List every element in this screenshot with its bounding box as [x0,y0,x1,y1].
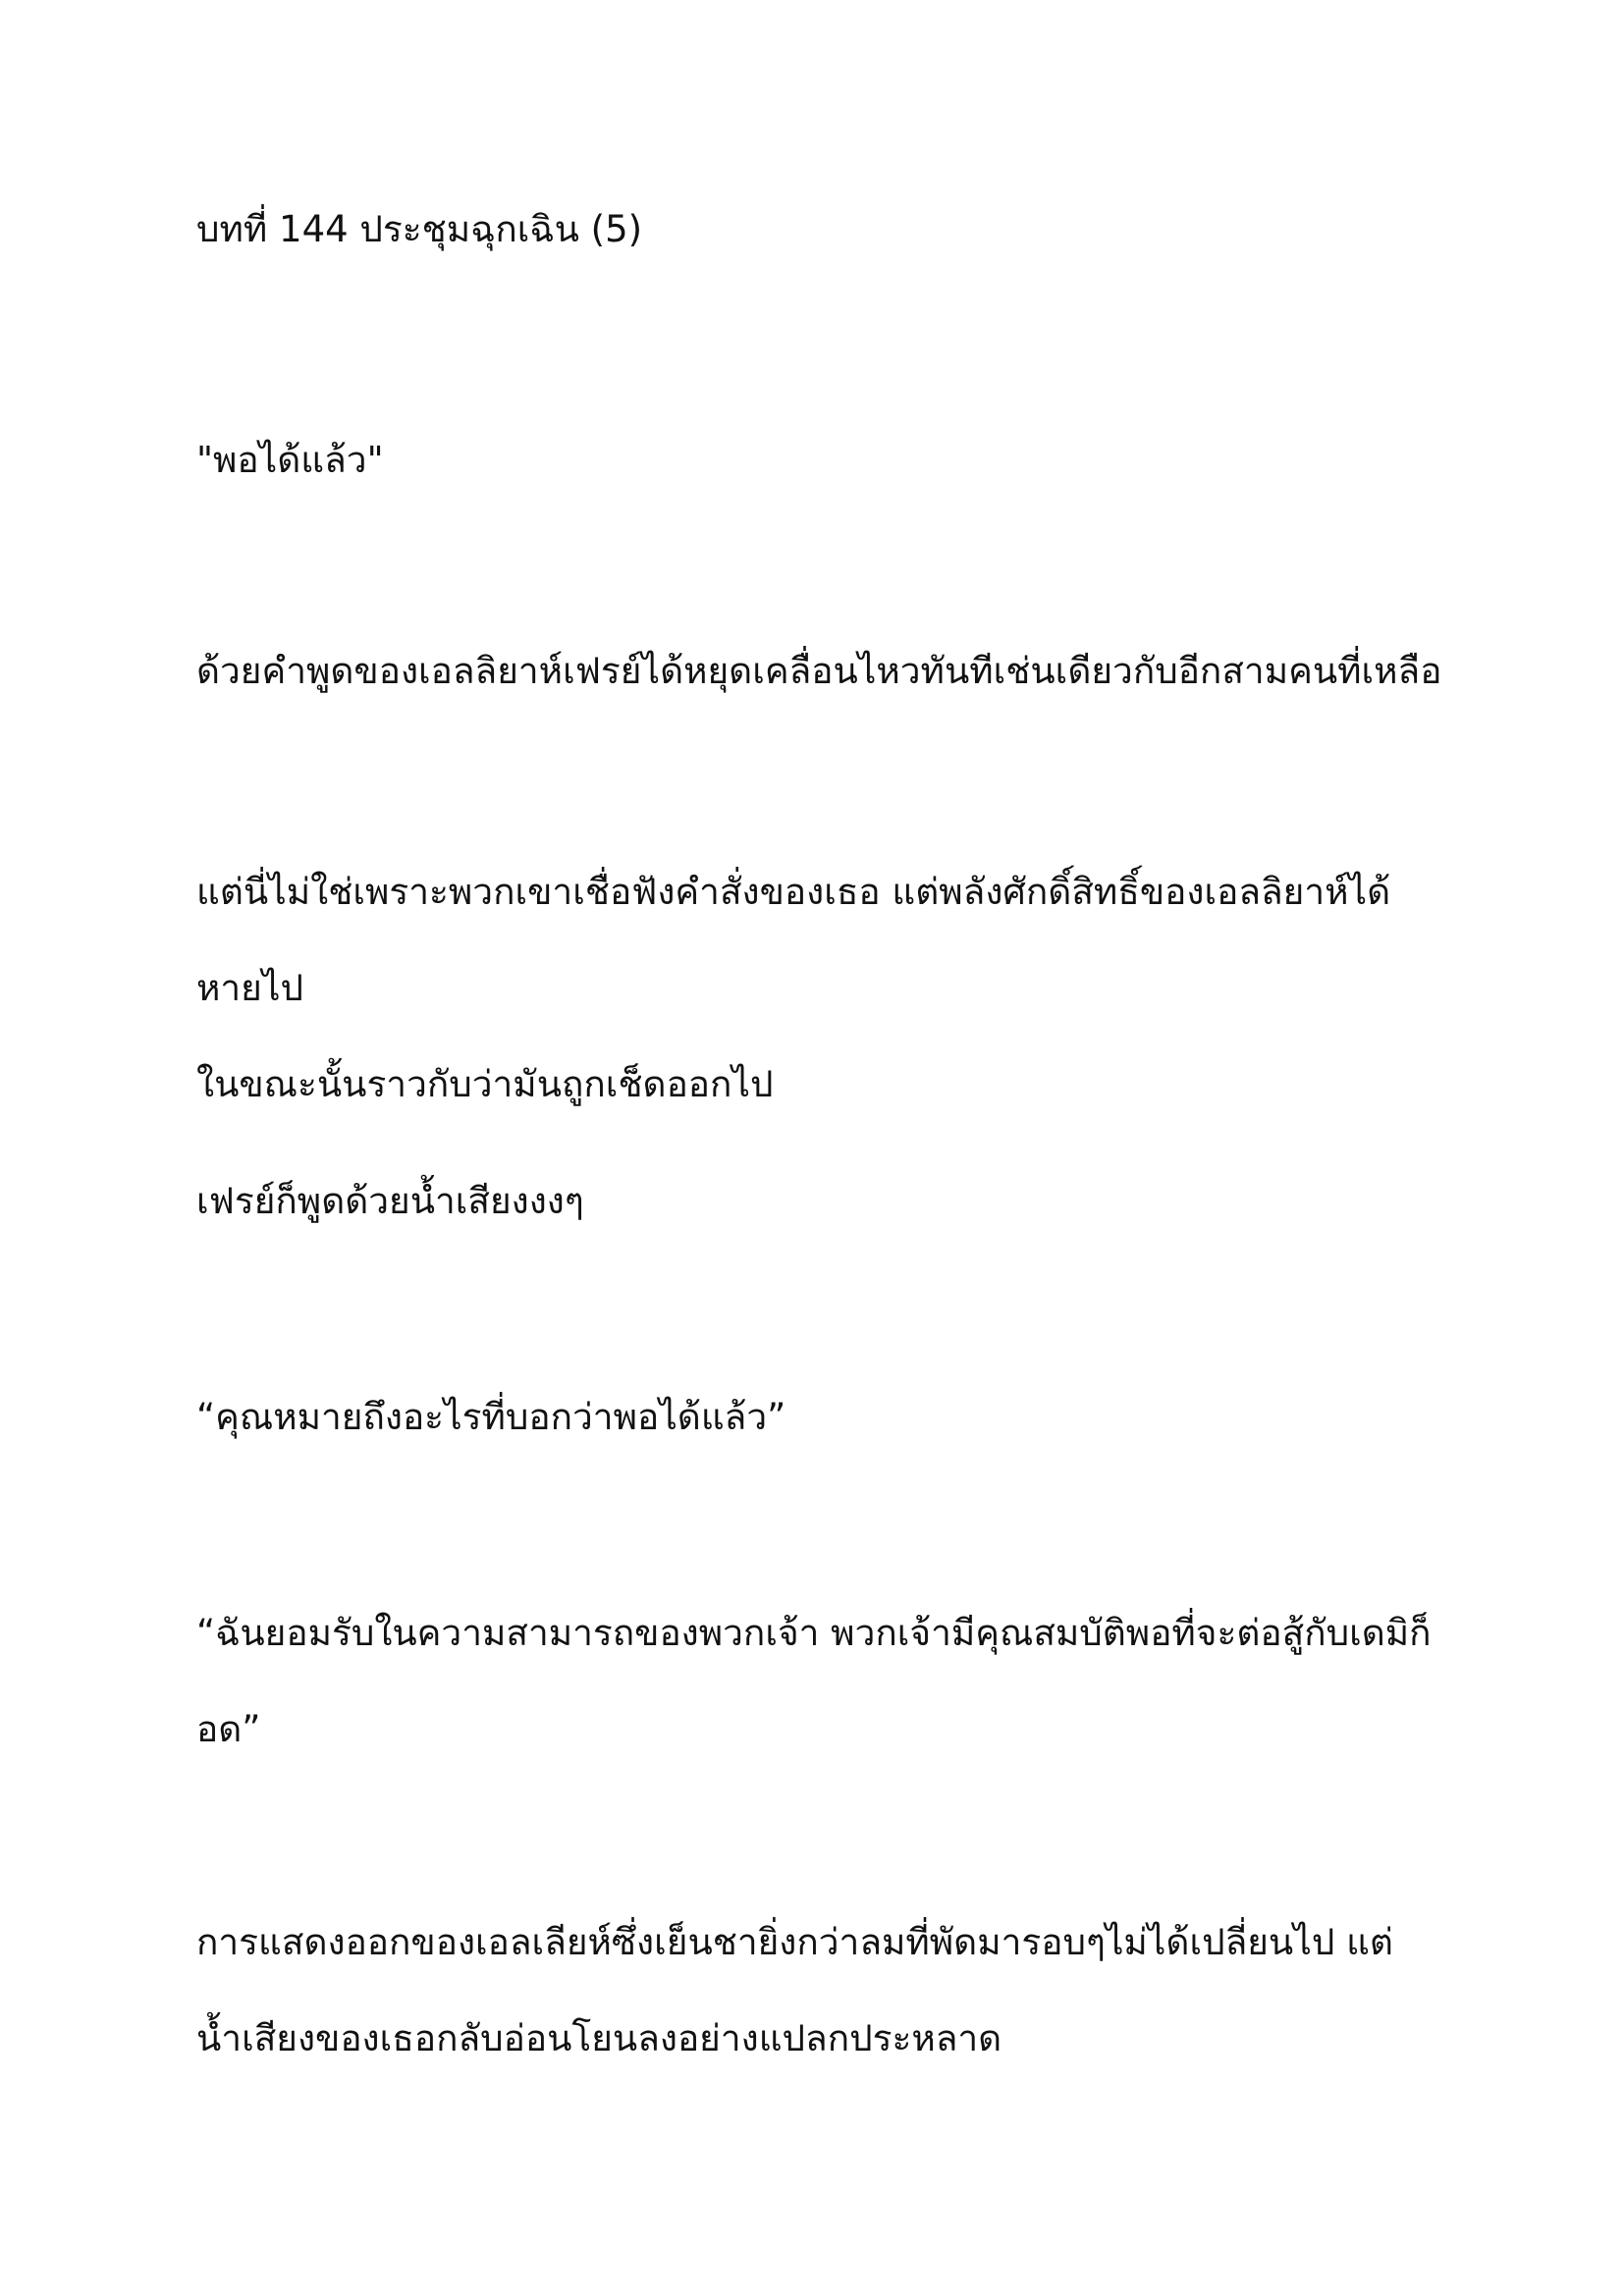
dialogue-line: “ฉันยอมรับในความสามารถของพวกเจ้า พวกเจ้ามีคุณสมบัติพอที่จะต่อสู้กับเดมิก็ อด” [196,1612,1432,1750]
dialogue-line: “คุณหมายถึงอะไรที่บอกว่าพอได้แล้ว” [196,1396,786,1438]
dialogue-line: "พอได้แล้ว" [196,439,384,481]
narration-paragraph: เฟรย์ก็พูดด้วยน้ำเสียงงงๆ [196,1180,584,1222]
chapter-title: บทที่ 144 ประชุมฉุกเฉิน (5) [196,208,643,250]
narration-paragraph: ด้วยคำพูดของเอลลิยาห์เฟรย์ได้หยุดเคลื่อนไหวทันทีเช่นเดียวกับอีกสามคนที่เหลือ [196,650,1442,692]
narration-paragraph: การแสดงออกของเอลเลียห์ซึ่งเย็นชายิ่งกว่าลมที่พัดมารอบๆไม่ได้เปลี่ยนไป แต่ น้ำเสียงของเธอกลับอ่อนโยนลงอย่างแปลกประหลาด [196,1921,1393,2059]
narration-paragraph: แต่นี่ไม่ใช่เพราะพวกเขาเชื่อฟังคำสั่งของเธอ แต่พลังศักดิ์สิทธิ์ของเอลลิยาห์ได้หายไป ในขณะนั้นราวกับว่ามันถูกเช็ดออกไป [196,871,1391,1105]
